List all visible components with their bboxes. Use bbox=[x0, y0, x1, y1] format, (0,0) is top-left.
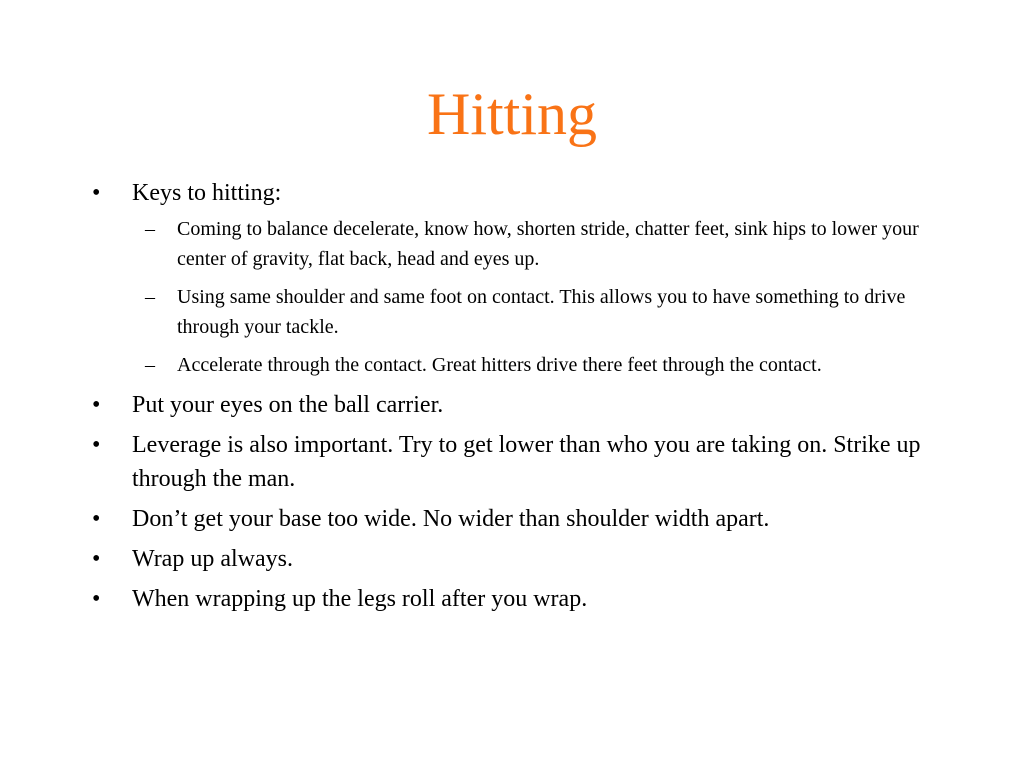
bullet-icon: • bbox=[92, 546, 101, 572]
bullet-text: Put your eyes on the ball carrier. bbox=[132, 392, 444, 418]
bullet-text: Wrap up always. bbox=[132, 546, 293, 572]
bullet-text: Leverage is also important. Try to get lower than who you are taking on. Strike up through the man. bbox=[132, 432, 921, 492]
bullet-item bbox=[92, 428, 952, 496]
bullet-text: When wrapping up the legs roll after you wrap. bbox=[132, 586, 588, 612]
bullet-text: Keys to hitting: bbox=[132, 180, 282, 206]
bullet-icon: • bbox=[92, 506, 101, 532]
bullet-item bbox=[92, 176, 952, 380]
bullet-icon: • bbox=[92, 180, 101, 206]
bullet-item bbox=[92, 582, 952, 616]
bullet-icon: • bbox=[92, 586, 101, 612]
bullet-icon: • bbox=[92, 392, 101, 418]
sub-bullet-item bbox=[132, 282, 952, 342]
bullet-item bbox=[92, 542, 952, 576]
bullet-item bbox=[92, 502, 952, 536]
sub-bullet-text: Using same shoulder and same foot on contact. This allows you to have something to drive through your tackle. bbox=[177, 286, 906, 338]
bullet-item bbox=[92, 388, 952, 422]
dash-icon: – bbox=[145, 218, 155, 240]
sub-bullet-list bbox=[132, 214, 952, 380]
sub-bullet-item bbox=[132, 214, 952, 274]
sub-bullet-item bbox=[132, 350, 952, 380]
dash-icon: – bbox=[145, 286, 155, 308]
dash-icon: – bbox=[145, 354, 155, 376]
bullet-icon: • bbox=[92, 432, 101, 458]
bullet-text: Don’t get your base too wide. No wider than shoulder width apart. bbox=[132, 506, 770, 532]
sub-bullet-text: Coming to balance decelerate, know how, shorten stride, chatter feet, sink hips to lower your center of gravity, flat back, head and eyes up. bbox=[177, 218, 919, 270]
bullet-list bbox=[92, 176, 952, 622]
slide-title: Hitting bbox=[426, 81, 597, 147]
sub-bullet-text: Accelerate through the contact. Great hitters drive there feet through the contact. bbox=[177, 354, 822, 376]
